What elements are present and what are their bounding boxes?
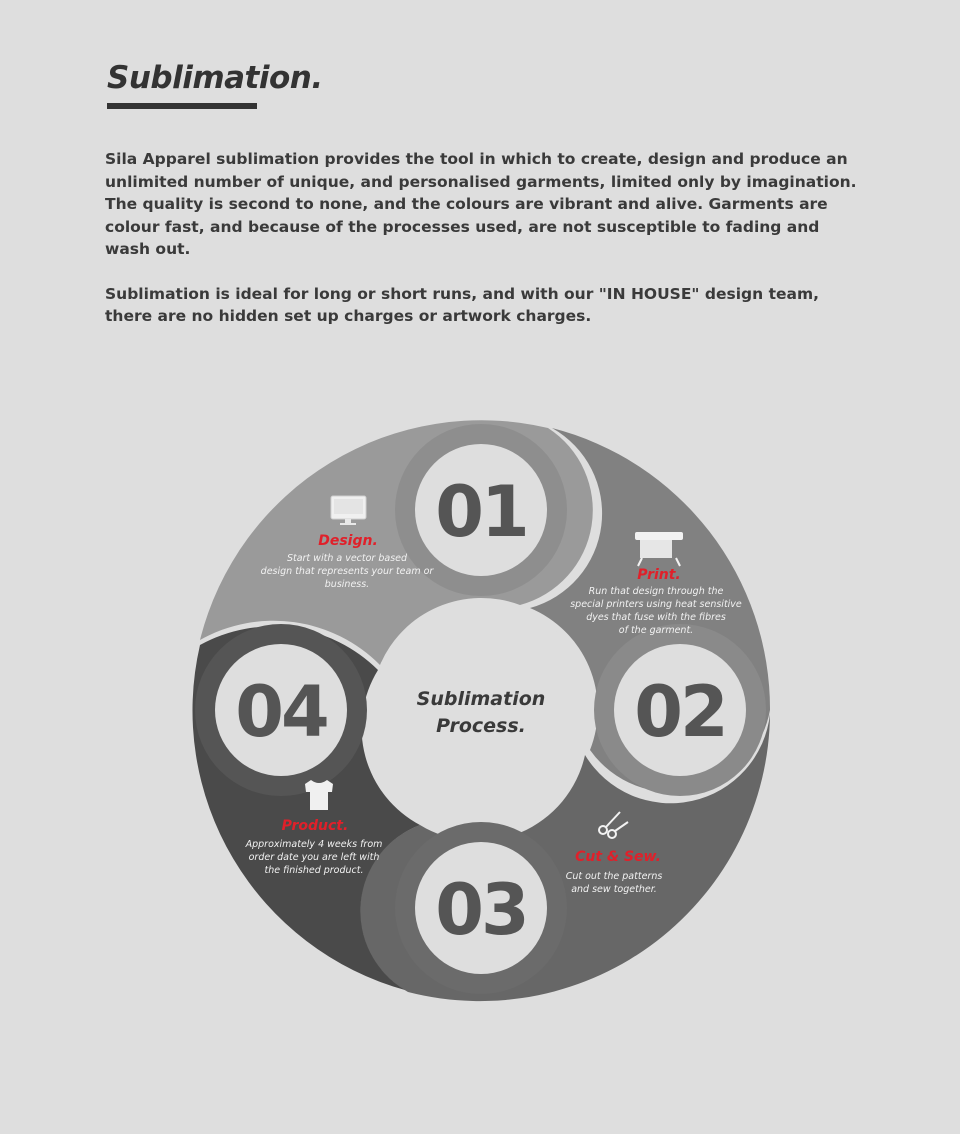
step-number-03: 03 bbox=[435, 869, 527, 951]
step-desc-print-line-3: dyes that fuse with the fibres bbox=[586, 612, 726, 623]
step-desc-print-line-2: special printers using heat sensitive bbox=[570, 599, 742, 610]
step-desc-product-line-1: Approximately 4 weeks from bbox=[245, 839, 383, 850]
page-title: Sublimation. bbox=[107, 60, 323, 96]
intro-paragraph-1: Sila Apparel sublimation provides the tool in which to create, design and produce an unlimited number of unique, and personalised garments, limited only by imagination. The quality is second to none, and the colours are vibrant and alive. Garments are colour fast, and because of the processes used, are not susceptible to fading and wash out. bbox=[105, 150, 857, 258]
intro-paragraph-2: Sublimation is ideal for long or short runs, and with our "IN HOUSE" design team, there are no hidden set up charges or artwork charges. bbox=[105, 284, 819, 325]
center-label-line-1: Sublimation bbox=[416, 688, 546, 710]
step-title-print: Print. bbox=[637, 567, 681, 583]
step-desc-design-line-3: business. bbox=[324, 579, 370, 590]
step-title-design: Design. bbox=[318, 533, 378, 549]
step-desc-product-line-3: the finished product. bbox=[264, 865, 364, 876]
step-number-01: 01 bbox=[435, 471, 527, 553]
step-title-product: Product. bbox=[281, 818, 349, 834]
step-desc-print-line-1: Run that design through the bbox=[588, 586, 724, 597]
step-desc-design-line-1: Start with a vector based bbox=[286, 553, 408, 564]
center-label-line-2: Process. bbox=[436, 715, 526, 737]
step-desc-print-line-4: of the garment. bbox=[618, 625, 694, 636]
step-desc-cut-sew-line-1: Cut out the patterns bbox=[565, 871, 663, 882]
step-number-04: 04 bbox=[235, 671, 327, 753]
step-title-cut-sew: Cut & Sew. bbox=[575, 849, 661, 865]
step-number-02: 02 bbox=[634, 671, 726, 753]
step-desc-product-line-2: order date you are left with bbox=[248, 852, 380, 863]
step-desc-cut-sew-line-2: and sew together. bbox=[571, 884, 657, 895]
step-desc-design-line-2: design that represents your team or bbox=[260, 566, 434, 577]
